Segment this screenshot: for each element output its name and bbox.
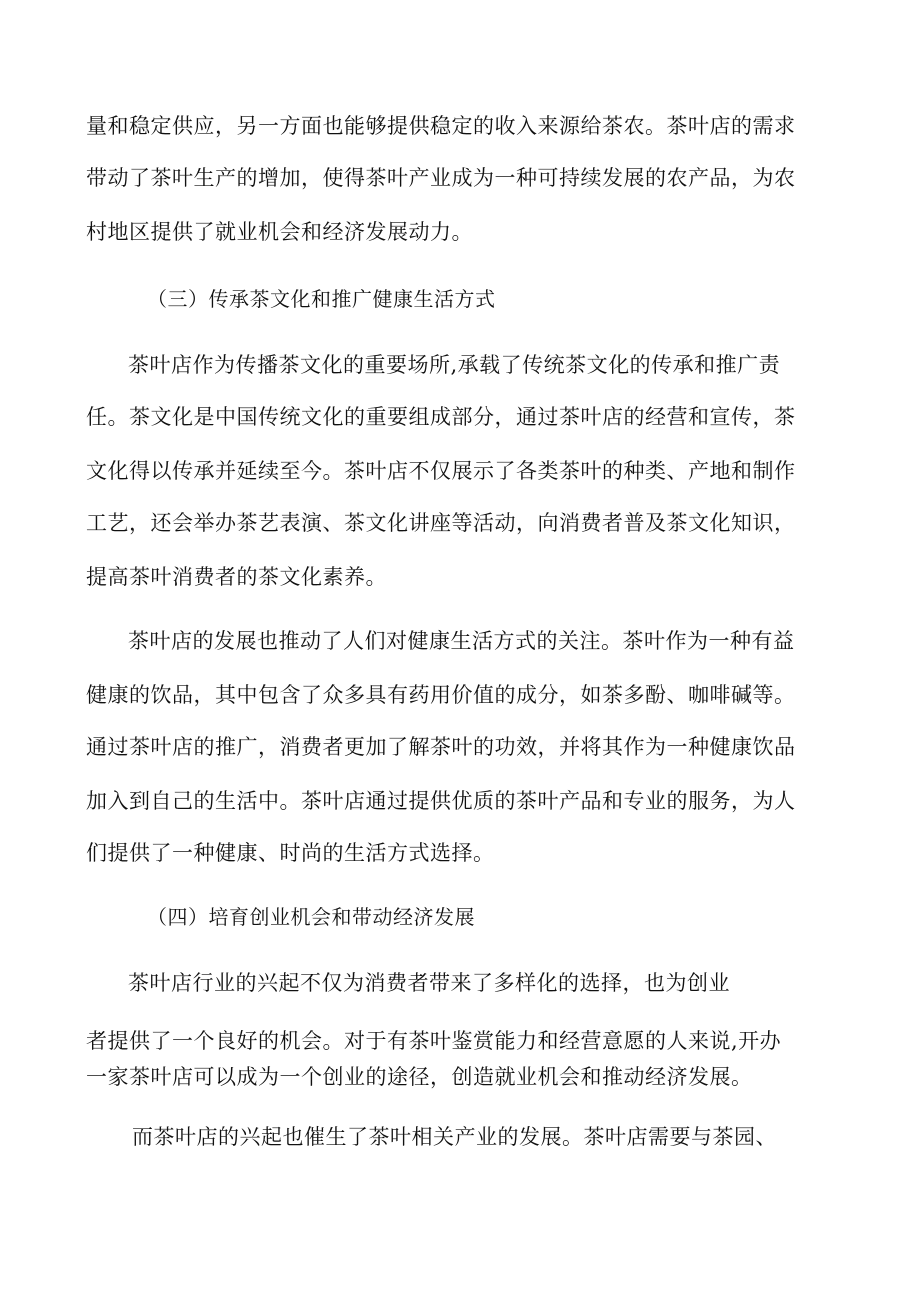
- paragraph-line: 茶叶店行业的兴起不仅为消费者带来了多样化的选择，也为创业: [128, 971, 730, 995]
- section-heading: （三）传承茶文化和推广健康生活方式: [147, 287, 496, 311]
- paragraph-line: 健康的饮品，其中包含了众多具有药用价值的成分，如茶多酚、咖啡碱等。: [86, 683, 796, 707]
- paragraph-line: 工艺，还会举办茶艺表演、茶文化讲座等活动，向消费者普及茶文化知识，: [86, 511, 796, 535]
- paragraph-line: 而茶叶店的兴起也催生了茶叶相关产业的发展。茶叶店需要与茶园、: [132, 1125, 777, 1149]
- paragraph-line: 任。茶文化是中国传统文化的重要组成部分，通过茶叶店的经营和宣传，茶: [86, 405, 796, 429]
- paragraph-line: 文化得以传承并延续至今。茶叶店不仅展示了各类茶叶的种类、产地和制作: [86, 459, 796, 483]
- paragraph-line: 加入到自己的生活中。茶叶店通过提供优质的茶叶产品和专业的服务，为人: [86, 789, 796, 813]
- paragraph-line: 们提供了一种健康、时尚的生活方式选择。: [86, 841, 495, 865]
- paragraph-line: 茶叶店的发展也推动了人们对健康生活方式的关注。茶叶作为一种有益: [128, 629, 795, 653]
- paragraph-line: 者提供了一个良好的机会。对于有茶叶鉴赏能力和经营意愿的人来说,开办: [86, 1029, 782, 1053]
- paragraph-line: 量和稳定供应，另一方面也能够提供稳定的收入来源给茶农。茶叶店的需求: [86, 114, 796, 138]
- paragraph-line: 茶叶店作为传播茶文化的重要场所,承载了传统茶文化的传承和推广责: [128, 353, 781, 377]
- paragraph-line: 提高茶叶消费者的茶文化素养。: [86, 565, 387, 589]
- paragraph-line: 村地区提供了就业机会和经济发展动力。: [86, 220, 473, 244]
- section-heading: （四）培育创业机会和带动经济发展: [147, 905, 475, 929]
- paragraph-line: 带动了茶叶生产的增加，使得茶叶产业成为一种可持续发展的农产品，为农: [86, 166, 796, 190]
- paragraph-line: 通过茶叶店的推广，消费者更加了解茶叶的功效，并将其作为一种健康饮品: [86, 735, 796, 759]
- paragraph-line: 一家茶叶店可以成为一个创业的途径，创造就业机会和推动经济发展。: [86, 1065, 753, 1089]
